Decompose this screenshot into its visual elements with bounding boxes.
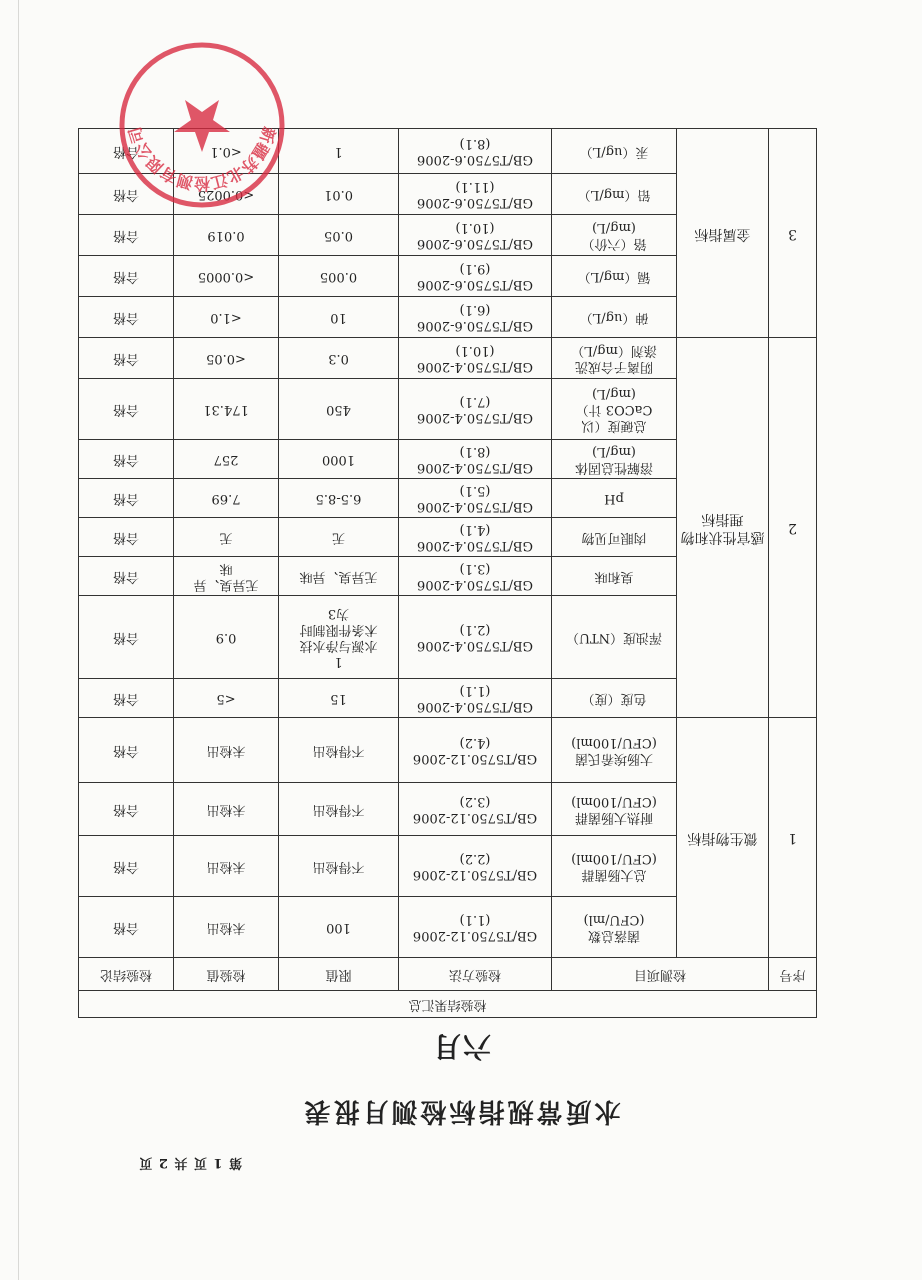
limit-value-cell xyxy=(279,557,399,596)
measured-value-cell xyxy=(174,440,279,479)
test-item-line: (CFU/100ml) xyxy=(571,851,657,866)
conclusion-cell: 合格 xyxy=(78,215,173,256)
company-seal xyxy=(117,40,287,210)
test-method-line: GB/T5750.12-2006 xyxy=(412,867,538,883)
limit-value-cell xyxy=(279,256,399,297)
measured-value-line: 无异臭、异 xyxy=(193,577,259,593)
test-method-line: GB/T5750.6-2006 xyxy=(417,277,533,293)
limit-value-line: 不得检出 xyxy=(312,743,365,759)
test-method-line: GB/T5750.12-2006 xyxy=(412,751,538,767)
test-method-line: GB/T5750.4-2006 xyxy=(417,638,533,654)
test-method-line: GB/T5750.12-2006 xyxy=(412,928,538,944)
measured-value-line: 无 xyxy=(219,530,233,546)
limit-value-line: 不得检出 xyxy=(312,802,365,818)
test-item-line: 镉（mg/L） xyxy=(577,269,651,285)
limit-value-line: 为3 xyxy=(327,605,350,621)
limit-value-line: 术条件限制时 xyxy=(299,622,378,637)
test-item-cell xyxy=(552,215,677,256)
measured-value-cell xyxy=(174,297,279,338)
limit-value-cell xyxy=(279,679,399,718)
limit-value-cell xyxy=(279,440,399,479)
page-number: 第 1 页 共 2 页 xyxy=(138,1155,242,1170)
test-method-line: GB/T5750.4-2006 xyxy=(417,359,533,375)
conclusion-cell: 合格 xyxy=(78,174,173,215)
test-item-line: 铬（六价） xyxy=(581,236,647,252)
test-item-line: 汞（ug/L） xyxy=(579,144,649,160)
test-method-line: GB/T5750.4-2006 xyxy=(417,499,533,515)
measured-value-line: <5 xyxy=(216,691,236,707)
measured-value-line: 味 xyxy=(219,561,233,576)
test-item-line: 涤剂（mg/L） xyxy=(571,343,657,358)
measured-value-cell xyxy=(174,557,279,596)
test-method-cell xyxy=(399,215,552,256)
measured-value-cell xyxy=(174,215,279,256)
limit-value-line: 不得检出 xyxy=(312,859,365,875)
test-method-line: (11.1) xyxy=(455,179,495,194)
limit-value-line: 10 xyxy=(330,310,347,326)
measured-value-cell xyxy=(174,596,279,679)
test-item-line: (CFU/100ml) xyxy=(571,794,657,809)
test-item-line: 臭和味 xyxy=(594,569,634,585)
conclusion-cell: 合格 xyxy=(78,836,173,897)
col-header-limit: 限值 xyxy=(279,958,399,991)
limit-value-line: 0.01 xyxy=(324,187,353,203)
seal-star xyxy=(174,100,230,152)
test-method-cell xyxy=(399,174,552,215)
conclusion-cell: 合格 xyxy=(78,557,173,596)
measured-value-cell xyxy=(174,518,279,557)
test-method-line: (1.1) xyxy=(459,683,491,698)
measured-value-line: 未检出 xyxy=(206,920,246,936)
measured-value-cell xyxy=(174,338,279,379)
test-method-line: GB/T5750.4-2006 xyxy=(417,538,533,554)
measured-value-line: <0.1 xyxy=(210,144,242,160)
col-header-item: 检测项目 xyxy=(552,958,769,991)
test-method-cell xyxy=(399,479,552,518)
test-method-cell xyxy=(399,596,552,679)
test-item-cell xyxy=(552,338,677,379)
conclusion-cell: 合格 xyxy=(78,297,173,338)
limit-value-cell xyxy=(279,836,399,897)
measured-value-line: <0.0005 xyxy=(197,269,255,285)
measured-value-cell xyxy=(174,836,279,897)
test-item-cell xyxy=(552,557,677,596)
group-number: 1 xyxy=(769,718,817,958)
test-method-line: (6.1) xyxy=(459,302,491,317)
conclusion-cell: 合格 xyxy=(78,379,173,440)
limit-value-line: 水源与净水技 xyxy=(299,638,378,654)
limit-value-line: 1000 xyxy=(321,452,356,468)
conclusion-cell: 合格 xyxy=(78,596,173,679)
test-item-line: 色度（度） xyxy=(581,691,647,707)
test-method-line: (2.2) xyxy=(459,851,491,866)
conclusion-cell: 合格 xyxy=(78,679,173,718)
test-method-cell xyxy=(399,338,552,379)
limit-value-line: 0.05 xyxy=(324,228,353,244)
col-header-conclusion: 检验结论 xyxy=(78,958,173,991)
test-item-line: 耐热大肠菌群 xyxy=(575,810,654,826)
measured-value-line: <1.0 xyxy=(210,310,242,326)
limit-value-line: 6.5-8.5 xyxy=(315,491,362,507)
test-item-cell xyxy=(552,379,677,440)
test-item-line: 菌落总数 xyxy=(588,928,641,944)
test-item-line: 铅（mg/L） xyxy=(577,187,651,203)
test-item-line: (mg/L) xyxy=(592,444,636,459)
limit-value-cell xyxy=(279,338,399,379)
test-item-line: (CFU/100ml) xyxy=(571,735,657,750)
limit-value-line: 1 xyxy=(334,654,343,670)
measured-value-line: 174.31 xyxy=(203,402,249,418)
conclusion-cell: 合格 xyxy=(78,783,173,836)
test-method-line: GB/T5750.4-2006 xyxy=(417,460,533,476)
limit-value-cell xyxy=(279,129,399,174)
conclusion-cell: 合格 xyxy=(78,256,173,297)
test-item-cell xyxy=(552,256,677,297)
col-header-no: 序号 xyxy=(769,958,817,991)
test-method-line: (10.1) xyxy=(455,343,495,358)
group-category: 感官性状和物理指标 xyxy=(677,338,769,718)
test-method-line: (1.1) xyxy=(459,912,491,927)
test-method-cell xyxy=(399,679,552,718)
test-item-cell xyxy=(552,297,677,338)
test-item-line: 肉眼可见物 xyxy=(581,530,647,546)
test-method-line: (3.2) xyxy=(459,794,491,809)
measured-value-cell xyxy=(174,379,279,440)
test-method-cell xyxy=(399,836,552,897)
test-item-cell xyxy=(552,783,677,836)
conclusion-cell: 合格 xyxy=(78,440,173,479)
test-method-line: (7.1) xyxy=(459,394,491,409)
test-item-cell xyxy=(552,897,677,958)
test-method-line: (9.1) xyxy=(459,261,491,276)
limit-value-line: 无 xyxy=(332,530,346,546)
test-item-line: (mg/L) xyxy=(592,385,636,401)
limit-value-line: 0.005 xyxy=(319,269,358,285)
results-table xyxy=(78,128,817,1018)
measured-value-line: <0.0025 xyxy=(197,187,255,203)
group-category: 金属指标 xyxy=(677,129,769,338)
test-method-line: (4.1) xyxy=(459,522,491,537)
test-method-line: GB/T5750.6-2006 xyxy=(417,195,533,211)
test-method-line: (3.1) xyxy=(459,561,491,576)
measured-value-cell xyxy=(174,256,279,297)
test-method-line: (10.1) xyxy=(455,220,495,235)
test-item-line: 砷（ug/L） xyxy=(579,310,649,326)
measured-value-cell xyxy=(174,679,279,718)
report-month: 六月 xyxy=(431,1030,492,1063)
test-item-line: (CFU/ml) xyxy=(583,912,645,927)
column-header-row xyxy=(78,958,816,991)
measured-value-cell xyxy=(174,783,279,836)
test-method-line: GB/T5750.6-2006 xyxy=(417,152,533,168)
measured-value-line: 257 xyxy=(213,452,239,468)
test-item-line: 溶解性总固体 xyxy=(575,460,654,476)
test-method-line: GB/T5750.4-2006 xyxy=(417,699,533,715)
measured-value-line: 未检出 xyxy=(206,802,246,818)
measured-value-line: <0.05 xyxy=(206,351,246,367)
test-item-line: CaCO3 计） xyxy=(575,402,653,418)
limit-value-line: 450 xyxy=(326,402,351,418)
test-method-line: (5.1) xyxy=(459,483,491,498)
test-item-cell xyxy=(552,129,677,174)
col-header-value: 检验值 xyxy=(174,958,279,991)
limit-value-line: 100 xyxy=(326,920,351,936)
limit-value-line: 无异臭、异味 xyxy=(299,569,378,585)
test-item-cell xyxy=(552,596,677,679)
test-method-line: GB/T5750.12-2006 xyxy=(412,810,538,826)
test-item-line: pH xyxy=(604,491,624,507)
conclusion-cell: 合格 xyxy=(78,479,173,518)
limit-value-cell xyxy=(279,897,399,958)
measured-value-line: 0.9 xyxy=(215,630,237,646)
col-header-method: 检验方法 xyxy=(399,958,552,991)
test-item-line: 大肠埃希氏菌 xyxy=(575,751,654,767)
conclusion-cell: 合格 xyxy=(78,897,173,958)
conclusion-cell: 合格 xyxy=(78,718,173,783)
conclusion-cell: 合格 xyxy=(78,129,173,174)
test-method-line: (8.1) xyxy=(459,444,491,459)
document-title: 水质常规指标检测月报表 xyxy=(301,1096,621,1126)
group-category: 微生物指标 xyxy=(677,718,769,958)
conclusion-cell: 合格 xyxy=(78,518,173,557)
test-item-line: 总硬度（以 xyxy=(581,418,647,434)
table-row xyxy=(78,897,816,958)
limit-value-cell xyxy=(279,215,399,256)
test-method-cell xyxy=(399,518,552,557)
limit-value-cell xyxy=(279,783,399,836)
limit-value-cell xyxy=(279,718,399,783)
test-method-line: (8.1) xyxy=(459,136,491,151)
test-item-cell xyxy=(552,174,677,215)
limit-value-line: 15 xyxy=(330,691,347,707)
test-method-line: (4.2) xyxy=(459,735,491,750)
measured-value-line: 0.019 xyxy=(207,228,245,244)
seal-text: 新疆苏北江检测有限公司 xyxy=(125,124,279,193)
conclusion-cell: 合格 xyxy=(78,338,173,379)
test-method-cell xyxy=(399,557,552,596)
table-row xyxy=(78,297,816,338)
limit-value-cell xyxy=(279,518,399,557)
test-method-cell xyxy=(399,297,552,338)
group-number: 2 xyxy=(769,338,817,718)
limit-value-line: 1 xyxy=(334,144,343,160)
measured-value-line: 未检出 xyxy=(206,859,246,875)
summary-header: 检验结果汇总 xyxy=(78,991,816,1018)
test-item-cell xyxy=(552,518,677,557)
test-method-cell xyxy=(399,379,552,440)
test-method-line: GB/T5750.6-2006 xyxy=(417,318,533,334)
limit-value-cell xyxy=(279,174,399,215)
test-item-cell xyxy=(552,836,677,897)
test-item-line: 阴离子合成洗 xyxy=(575,359,654,375)
measured-value-line: 未检出 xyxy=(206,743,246,759)
limit-value-cell xyxy=(279,479,399,518)
limit-value-cell xyxy=(279,297,399,338)
test-method-cell xyxy=(399,718,552,783)
test-item-cell xyxy=(552,679,677,718)
test-method-line: (2.1) xyxy=(459,622,491,637)
limit-value-cell xyxy=(279,379,399,440)
test-item-cell xyxy=(552,718,677,783)
test-method-line: GB/T5750.4-2006 xyxy=(417,577,533,593)
measured-value-cell xyxy=(174,897,279,958)
table-row xyxy=(78,679,816,718)
test-method-line: GB/T5750.4-2006 xyxy=(417,410,533,426)
test-item-cell xyxy=(552,440,677,479)
measured-value-cell xyxy=(174,479,279,518)
test-item-line: (mg/L) xyxy=(592,220,636,235)
measured-value-line: 7.69 xyxy=(211,491,241,507)
test-item-cell xyxy=(552,479,677,518)
test-method-cell xyxy=(399,129,552,174)
test-item-line: 总大肠菌群 xyxy=(581,867,647,883)
limit-value-line: 0.3 xyxy=(328,351,349,367)
test-method-cell xyxy=(399,256,552,297)
test-item-line: 浑浊度（NTU） xyxy=(566,630,663,646)
group-number: 3 xyxy=(769,129,817,338)
measured-value-cell xyxy=(174,718,279,783)
limit-value-cell xyxy=(279,596,399,679)
test-method-cell xyxy=(399,783,552,836)
test-method-line: GB/T5750.6-2006 xyxy=(417,236,533,252)
test-method-cell xyxy=(399,897,552,958)
test-method-cell xyxy=(399,440,552,479)
